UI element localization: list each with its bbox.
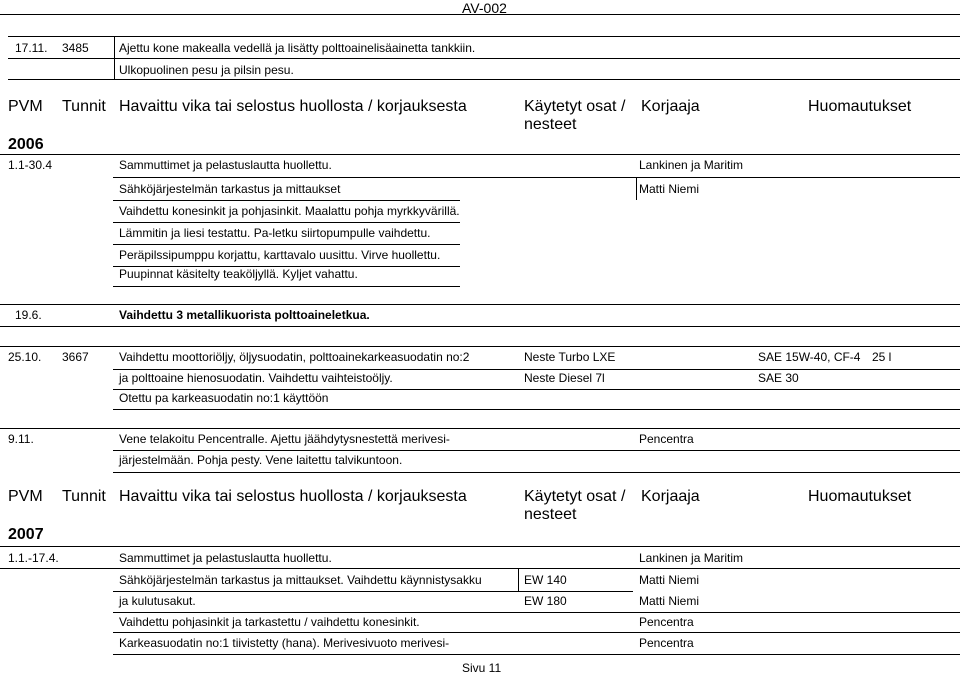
entry-korjaaja: Lankinen ja Maritim — [639, 551, 744, 565]
entry-description-line: järjestelmään. Pohja pesty. Vene laitettu talvikuntoon. — [119, 453, 403, 467]
entry-description-line: Ajettu kone makealla vedellä ja lisätty polttoainelisäainetta tankkiin. — [119, 41, 476, 55]
entry-date: 9.11. — [8, 432, 34, 446]
row-border — [113, 244, 460, 245]
row-border — [113, 222, 460, 223]
column-header-huomautukset: Huomautukset — [808, 98, 912, 115]
entry-description-line: Puupinnat käsitelty teaköljyllä. Kyljet vahattu. — [119, 267, 358, 281]
entry-description-line: Sammuttimet ja pelastuslautta huollettu. — [119, 551, 332, 565]
entry-description-line: Karkeasuodatin no:1 tiivistetty (hana). Merivesivuoto merivesi- — [119, 636, 450, 650]
entry-description-line: Vaihdettu pohjasinkit ja tarkastettu / vaihdettu konesinkit. — [119, 615, 420, 629]
column-header-tunnit: Tunnit — [62, 488, 106, 505]
header-rule — [0, 14, 960, 15]
entry-korjaaja: Matti Niemi — [639, 594, 700, 608]
entry-description-line: Vene telakoitu Pencentralle. Ajettu jäähdytysnestettä merivesi- — [119, 432, 450, 446]
row-border — [113, 369, 960, 370]
entry-korjaaja: Lankinen ja Maritim — [639, 158, 744, 172]
entry-hours: 3667 — [62, 350, 89, 364]
entry-hours: 3485 — [62, 41, 89, 55]
entry-description-line: Sähköjärjestelmän tarkastus ja mittaukset — [119, 182, 341, 196]
column-header-pvm: PVM — [8, 488, 43, 505]
row-border — [0, 304, 960, 305]
entry-description-line: Lämmitin ja liesi testattu. Pa-letku siirtopumpulle vaihdettu. — [119, 226, 431, 240]
entry-korjaaja: Pencentra — [639, 615, 694, 629]
entry-korjaaja: Pencentra — [639, 432, 694, 446]
entry-parts: Neste Turbo LXE — [524, 350, 616, 364]
column-header-description: Havaittu vika tai selostus huollosta / korjauksesta — [119, 98, 467, 115]
entry-date: 25.10. — [8, 350, 42, 364]
column-header-description: Havaittu vika tai selostus huollosta / korjauksesta — [119, 488, 467, 505]
column-header-tunnit: Tunnit — [62, 98, 106, 115]
row-border — [0, 428, 960, 429]
document-id: AV-002 — [462, 0, 507, 16]
row-border — [113, 409, 960, 410]
entry-parts: EW 180 — [524, 594, 567, 608]
entry-description-line: Vaihdettu konesinkit ja pohjasinkit. Maalattu pohja myrkkyvärillä. — [119, 204, 460, 218]
entry-description-line: Vaihdettu 3 metallikuorista polttoaineletkua. — [119, 308, 370, 322]
entry-parts: EW 140 — [524, 573, 567, 587]
row-border — [0, 154, 960, 155]
row-border — [8, 36, 960, 37]
entry-date: 1.1.-17.4. — [8, 551, 59, 565]
entry-description-line: ja kulutusakut. — [119, 594, 196, 608]
column-header-parts: Käytetyt osat / — [524, 488, 626, 505]
column-header-korjaaja: Korjaaja — [641, 98, 700, 115]
row-border — [113, 654, 960, 655]
entry-korjaaja: Matti Niemi — [639, 573, 700, 587]
entry-description-line: Otettu pa karkeasuodatin no:1 käyttöön — [119, 391, 329, 405]
column-divider — [518, 568, 519, 591]
row-border — [113, 177, 960, 178]
entry-description-line: Ulkopuolinen pesu ja pilsin pesu. — [119, 63, 294, 77]
row-border — [8, 58, 960, 59]
row-border — [113, 200, 460, 201]
column-header-parts: Käytetyt osat / — [524, 98, 626, 115]
page-number: Sivu 11 — [462, 661, 502, 675]
row-border — [0, 326, 960, 327]
column-header-parts: nesteet — [524, 506, 577, 523]
row-border — [113, 472, 960, 473]
column-header-pvm: PVM — [8, 98, 43, 115]
entry-description-line: Sähköjärjestelmän tarkastus ja mittaukset. Vaihdettu käynnistysakku — [119, 573, 482, 587]
row-border — [113, 612, 960, 613]
entry-parts: Neste Diesel 7l — [524, 371, 605, 385]
entry-note: SAE 30 — [758, 371, 799, 385]
entry-korjaaja: Pencentra — [639, 636, 694, 650]
column-header-korjaaja: Korjaaja — [641, 488, 700, 505]
entry-korjaaja: Matti Niemi — [639, 182, 700, 196]
entry-date: 19.6. — [15, 308, 42, 322]
entry-date: 1.1-30.4 — [8, 158, 53, 172]
year-heading: 2006 — [8, 136, 44, 153]
row-border — [113, 286, 460, 287]
row-border — [0, 568, 960, 569]
entry-note-quantity: 25 l — [872, 350, 892, 364]
column-header-parts: nesteet — [524, 116, 577, 133]
entry-description-line: ja polttoaine hienosuodatin. Vaihdettu vaihteistoöljy. — [119, 371, 393, 385]
row-border — [0, 546, 960, 547]
entry-description-line: Peräpilssipumppu korjattu, karttavalo uusittu. Virve huollettu. — [119, 248, 441, 262]
row-border — [0, 346, 960, 347]
row-border — [113, 450, 960, 451]
row-border — [113, 389, 960, 390]
entry-description-line: Vaihdettu moottoriöljy, öljysuodatin, polttoainekarkeasuodatin no:2 — [119, 350, 470, 364]
year-heading: 2007 — [8, 526, 44, 543]
column-header-huomautukset: Huomautukset — [808, 488, 912, 505]
entry-description-line: Sammuttimet ja pelastuslautta huollettu. — [119, 158, 332, 172]
column-divider — [636, 177, 637, 200]
entry-note: SAE 15W-40, CF-4 — [758, 350, 861, 364]
row-border — [8, 79, 960, 80]
row-border — [113, 632, 960, 633]
row-border — [113, 591, 633, 592]
entry-date: 17.11. — [15, 41, 48, 55]
